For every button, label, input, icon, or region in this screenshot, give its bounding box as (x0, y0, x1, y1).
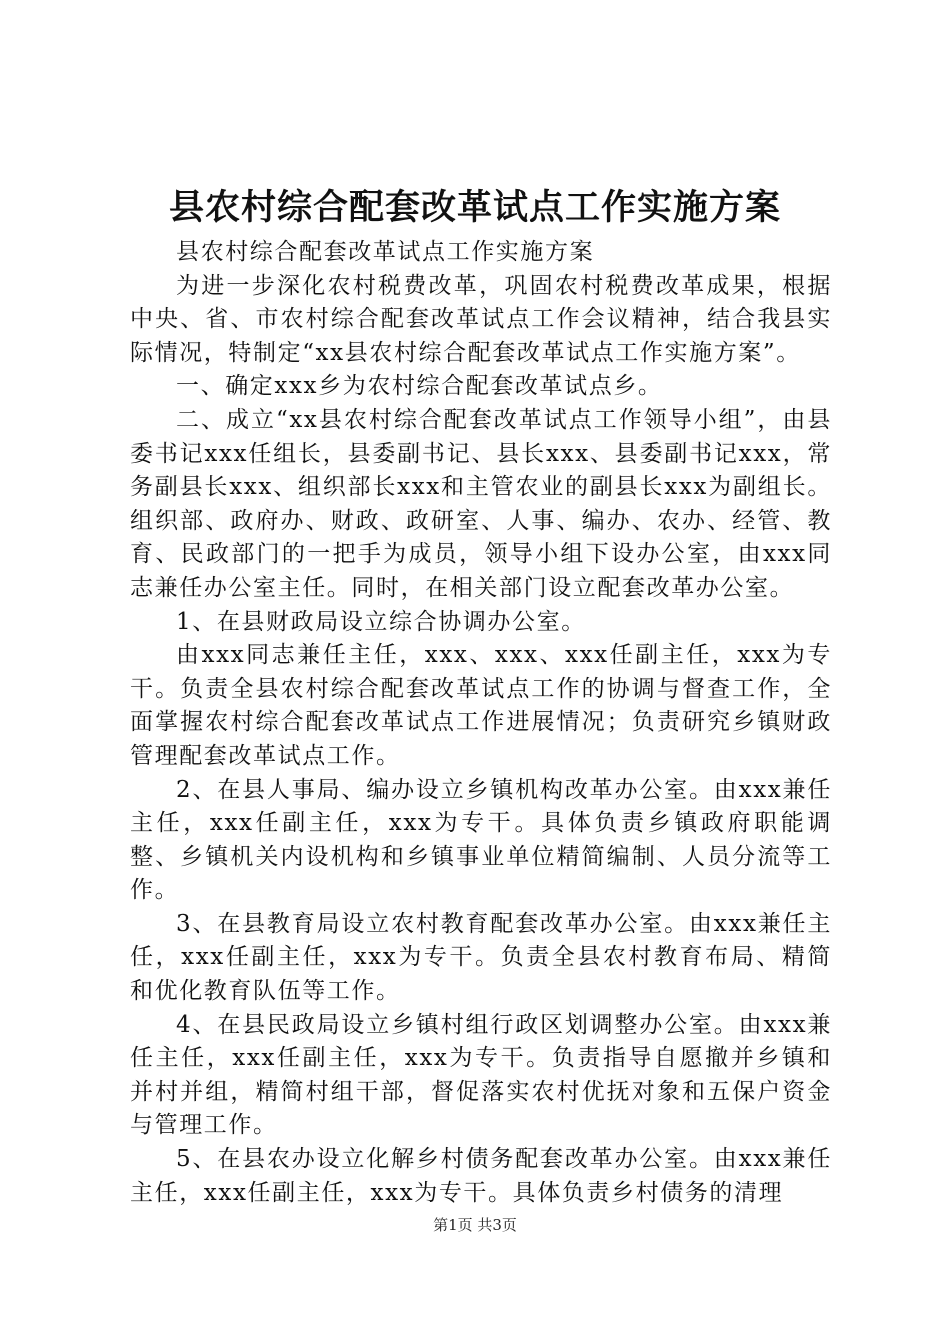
paragraph-item-1: 1、在县财政局设立综合协调办公室。 (176, 608, 586, 635)
paragraph-item-1-detail: 由xxx同志兼任主任，xxx、xxx、xxx任副主任，xxx为专干。负责全县农村综合配套改革试点工作的协调与督查工作，全面掌握农村综合配套改革试点工作进展情况；负责研究乡镇财政管理配套改革试点工作。 (130, 642, 832, 769)
document-body (130, 236, 832, 1210)
paragraph-item-2: 2、在县人事局、编办设立乡镇机构改革办公室。由xxx兼任主任，xxx任副主任，xxx为专干。具体负责乡镇政府职能调整、乡镇机关内设机构和乡镇事业单位精简编制、人员分流等工作。 (130, 776, 832, 904)
paragraph-intro: 为进一步深化农村税费改革，巩固农村税费改革成果，根据中央、省、市农村综合配套改革试点工作会议精神，结合我县实际情况，特制定“xx县农村综合配套改革试点工作实施方案”。 (130, 272, 832, 366)
document-title: 县农村综合配套改革试点工作实施方案 (168, 187, 781, 228)
paragraph-subtitle: 县农村综合配套改革试点工作实施方案 (176, 239, 595, 265)
paragraph-item-5: 5、在县农办设立化解乡村债务配套改革办公室。由xxx兼任主任，xxx任副主任，xxx为专干。具体负责乡村债务的清理 (130, 1146, 832, 1206)
paragraph-item-4: 4、在县民政局设立乡镇村组行政区划调整办公室。由xxx兼任主任，xxx任副主任，xxx为专干。负责指导自愿撤并乡镇和并村并组，精简村组干部，督促落实农村优抚对象和五保户资金与管理工作。 (130, 1011, 832, 1139)
paragraph-section-2: 二、成立“xx县农村综合配套改革试点工作领导小组”，由县委书记xxx任组长，县委副书记、县长xxx、县委副书记xxx，常务副县长xxx、组织部长xxx和主管农业的副县长xxx为副组长。组织部、政府办、财政、政研室、人事、编办、农办、经管、教育、民政部门的一把手为成员，领导小组下设办公室，由xxx同志兼任办公室主任。同时，在相关部门设立配套改革办公室。 (130, 406, 832, 601)
page-number-footer: 第1页 共3页 (433, 1216, 517, 1234)
paragraph-section-1: 一、确定xxx乡为农村综合配套改革试点乡。 (176, 373, 663, 400)
paragraph-item-3: 3、在县教育局设立农村教育配套改革办公室。由xxx兼任主任，xxx任副主任，xxx为专干。负责全县农村教育布局、精简和优化教育队伍等工作。 (130, 910, 832, 1005)
